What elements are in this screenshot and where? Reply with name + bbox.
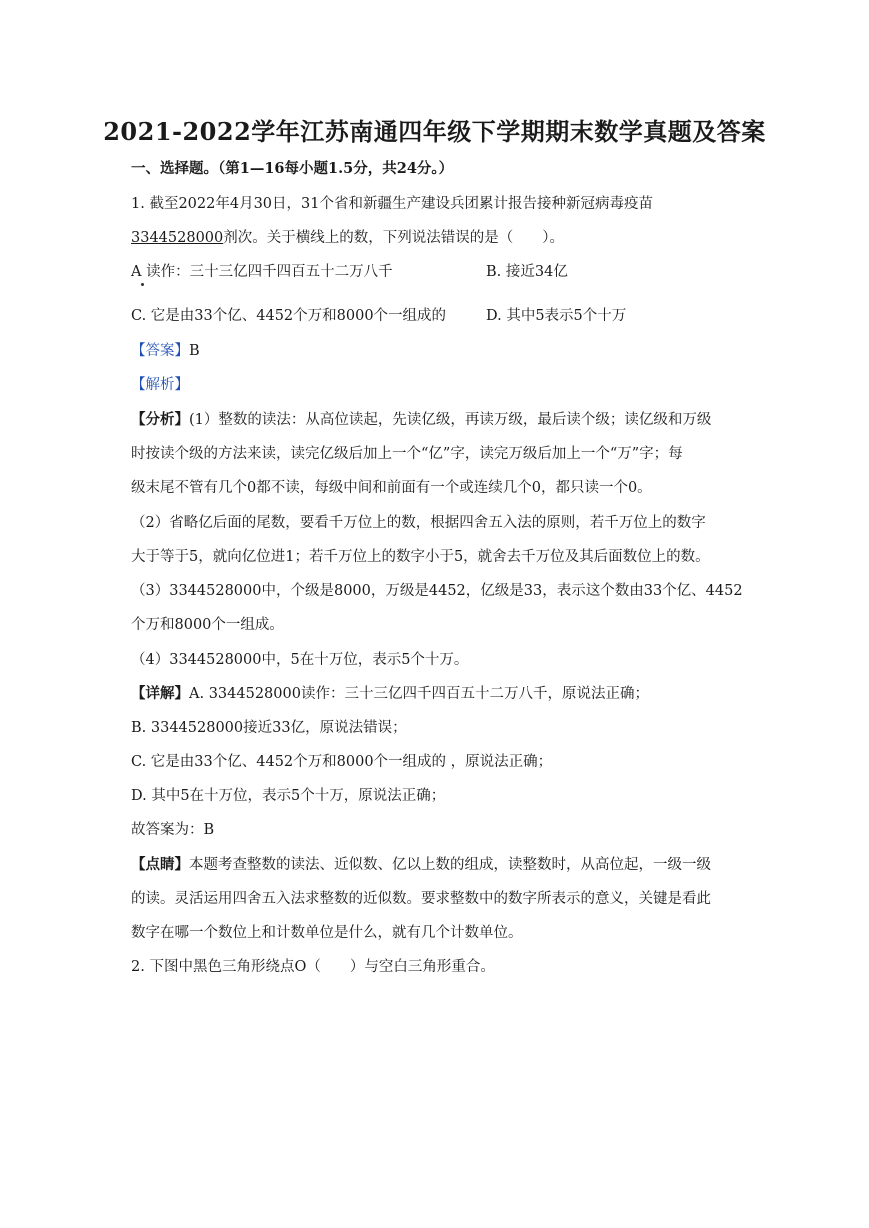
stray-dot xyxy=(141,283,144,286)
conclusion-line: 故答案为：B xyxy=(131,822,215,838)
q1-underlined-number: 3344528000 xyxy=(131,230,224,246)
section-heading: 一、选择题。（第1—16每小题1.5分，共24分。） xyxy=(131,160,454,177)
point4-line: （4）3344528000中，5在十万位，表示5个十万。 xyxy=(131,652,469,668)
q1-stem-line2 xyxy=(131,228,741,248)
dianjing-line3: 数字在哪一个数位上和计数单位是什么，就有几个计数单位。 xyxy=(131,925,523,941)
xiangjie-tag: 【详解】 xyxy=(131,685,189,702)
answer-line xyxy=(131,341,741,361)
page-title: 2021-2022学年江苏南通四年级下学期期末数学真题及答案 xyxy=(103,117,766,146)
q1-option-b: B. 接近34亿 xyxy=(486,264,568,280)
q1-stem-rest: 剂次。关于横线上的数，下列说法错误的是（ ）。 xyxy=(223,230,565,246)
analysis-line xyxy=(131,375,741,395)
point2-line1: （2）省略亿后面的尾数，要看千万位上的数，根据四舍五入法的原则，若千万位上的数字 xyxy=(131,515,706,531)
xiangjie-line-c: C. 它是由33个亿、4452个万和8000个一组成的 ，原说法正确； xyxy=(131,754,553,770)
xiangjie-line-b: B. 3344528000接近33亿，原说法错误； xyxy=(131,720,407,736)
fenxi-tag: 【分析】 xyxy=(131,411,189,428)
point2-line2: 大于等于5，就向亿位进1；若千万位上的数字小于5，就舍去千万位及其后面数位上的数。 xyxy=(131,549,710,565)
q1-options-row2 xyxy=(131,306,741,326)
q1-option-d: D. 其中5表示5个十万 xyxy=(486,308,627,324)
q2-stem: 2. 下图中黑色三角形绕点O（ ）与空白三角形重合。 xyxy=(131,959,495,975)
q1-option-a: A 读作：三十三亿四千四百五十二万八千 xyxy=(131,264,393,280)
xiangjie-a: A. 3344528000读作：三十三亿四千四百五十二万八千，原说法正确； xyxy=(189,686,649,702)
xiangjie-line-d: D. 其中5在十万位，表示5个十万，原说法正确； xyxy=(131,788,446,804)
dianjing-line2: 的读。灵活运用四舍五入法求整数的近似数。要求整数中的数字所表示的意义，关键是看此 xyxy=(131,891,711,907)
xiangjie-line-a xyxy=(131,684,741,704)
answer-value: B xyxy=(189,343,200,359)
fenxi-line2: 时按读个级的方法来读，读完亿级后加上一个“亿”字，读完万级后加上一个“万”字；每 xyxy=(131,446,683,462)
dianjing-text1: 本题考查整数的读法、近似数、亿以上数的组成，读整数时，从高位起，一级一级 xyxy=(189,857,711,873)
fenxi-line3: 级末尾不管有几个0都不读，每级中间和前面有一个或连续几个0，都只读一个0。 xyxy=(131,480,652,496)
q1-options-row1 xyxy=(131,262,741,282)
dianjing-tag: 【点睛】 xyxy=(131,856,189,873)
q1-option-c: C. 它是由33个亿、4452个万和8000个一组成的 xyxy=(131,308,447,324)
point3-line1: （3）3344528000中，个级是8000，万级是4452，亿级是33，表示这个数由33个亿、4452 xyxy=(131,583,743,599)
dianjing-line1 xyxy=(131,855,741,875)
analysis-tag: 【解析】 xyxy=(131,377,189,393)
q1-stem-line1: 1. 截至2022年4月30日，31个省和新疆生产建设兵团累计报告接种新冠病毒疫苗 xyxy=(131,196,653,212)
fenxi-line1 xyxy=(131,410,741,430)
point3-line2: 个万和8000个一组成。 xyxy=(131,617,284,633)
answer-tag: 【答案】 xyxy=(131,343,189,359)
fenxi-text1: (1）整数的读法：从高位读起，先读亿级，再读万级，最后读个级；读亿级和万级 xyxy=(189,412,712,428)
